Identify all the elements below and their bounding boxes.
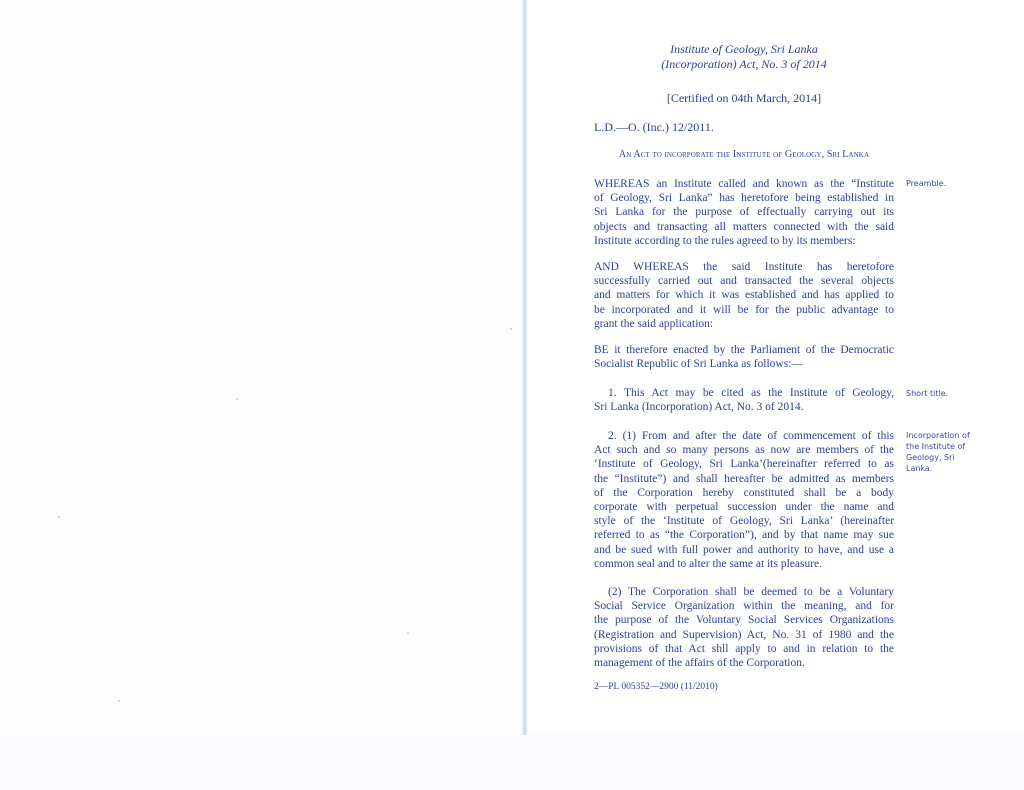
scan-speck <box>407 632 409 634</box>
and-whereas-line: AND WHEREAS the said Institute has heretofore <box>594 261 894 273</box>
enacting-line: BE it therefore enacted by the Parliament of the Democratic <box>594 344 894 356</box>
preamble-line: Institute according to the rules agreed to by its members: <box>594 234 856 247</box>
and-whereas-line: successfully carried out and transacted the several objects <box>594 275 894 288</box>
bottom-scan-margin <box>0 735 1024 790</box>
running-header <box>594 42 894 72</box>
margin-note-text: Incorporation of <box>906 431 970 440</box>
scan-speck <box>236 398 238 400</box>
section-2-2-line: management of the affairs of the Corporation. <box>594 657 805 670</box>
scan-speck <box>510 328 512 330</box>
section-2-1-line: referred to as “the Corporation”), and by that name may sue <box>594 529 894 542</box>
section-1-line: 1. This Act may be cited as the Institute of Geology, <box>608 387 894 399</box>
section-1 <box>594 386 894 414</box>
and-whereas-paragraph <box>594 260 894 331</box>
margin-note-text: Lanka. <box>906 464 933 473</box>
enacting-clause <box>594 343 894 371</box>
scan-speck <box>58 516 60 518</box>
preamble-line: WHEREAS an Institute called and known as the “Institute <box>594 178 894 190</box>
reference-number: L.D.—O. (Inc.) 12/2011. <box>594 120 714 134</box>
act-title: An Act to incorporate the Institute of Geology, Sri Lanka <box>618 149 870 160</box>
and-whereas-line: and matters for which it was established and has applied to <box>594 289 894 302</box>
section-2-1-line: corporate with perpetual succession under the name and <box>594 501 894 514</box>
margin-note-text: Geology, Sri <box>906 453 955 462</box>
margin-note-preamble <box>906 178 946 189</box>
section-2-2-line: (Registration and Supervision) Act, No. 31 of 1980 and the <box>594 628 894 641</box>
preamble-line: Sri Lanka for the purpose of effectually carrying out its <box>594 206 894 219</box>
certification-date: [Certified on 04th March, 2014] <box>666 91 822 105</box>
margin-note-short-title <box>906 388 948 399</box>
section-2-2-line: Social Service Organization within the meaning, and for <box>594 600 894 613</box>
and-whereas-line: grant the said application: <box>594 317 714 330</box>
preamble-paragraph <box>594 177 894 248</box>
section-2-1-line: ‘Institute of Geology, Sri Lanka’(hereinafter referred to as <box>594 458 894 471</box>
margin-note-text: Preamble. <box>906 179 947 188</box>
enacting-line: Socialist Republic of Sri Lanka as follows:— <box>594 358 803 371</box>
header-line-1: Institute of Geology, Sri Lanka <box>670 42 818 56</box>
scan-speck <box>118 700 120 702</box>
and-whereas-line: be incorporated and it will be for the public advantage to <box>594 303 894 316</box>
margin-note-text: the Institute of <box>906 442 966 451</box>
section-2-1-line: of the Corporation hereby constituted shall be a body <box>594 486 894 499</box>
print-footer: 2—PL 005352—2900 (11/2010) <box>594 682 718 692</box>
section-2-subsection-2 <box>594 585 894 670</box>
section-2-1-line: style of the ‘Institute of Geology, Sri Lanka’ (hereinafter <box>594 515 894 528</box>
section-2-2-line: the purpose of the Voluntary Social Services Organizations <box>594 614 894 627</box>
section-2-1-line: the “Institute”) and shall hereafter be admitted as members <box>594 472 894 485</box>
header-line-2: (Incorporation) Act, No. 3 of 2014 <box>661 57 827 71</box>
section-2-1-line: Act such and so many persons as now are members of the <box>594 444 894 457</box>
section-2-2-line: provisions of that Act shll apply to and in relation to the <box>594 642 894 655</box>
preamble-line: objects and transacting all matters connected with the said <box>594 220 894 233</box>
preamble-line: of Geology, Sri Lanka” has heretofore being established in <box>594 192 894 205</box>
section-2-1-line: and be sued with full power and authority to have, and use a <box>594 543 894 556</box>
section-2-subsection-1 <box>594 429 894 571</box>
margin-note-incorporation <box>906 430 970 474</box>
section-2-2-line: (2) The Corporation shall be deemed to be a Voluntary <box>608 586 894 598</box>
section-2-1-line: 2. (1) From and after the date of commencement of this <box>608 430 894 442</box>
section-1-line: Sri Lanka (Incorporation) Act, No. 3 of 2014. <box>594 401 804 414</box>
margin-note-text: Short title. <box>906 389 949 398</box>
section-2-1-line: common seal and to alter the same at its pleasure. <box>594 557 823 570</box>
